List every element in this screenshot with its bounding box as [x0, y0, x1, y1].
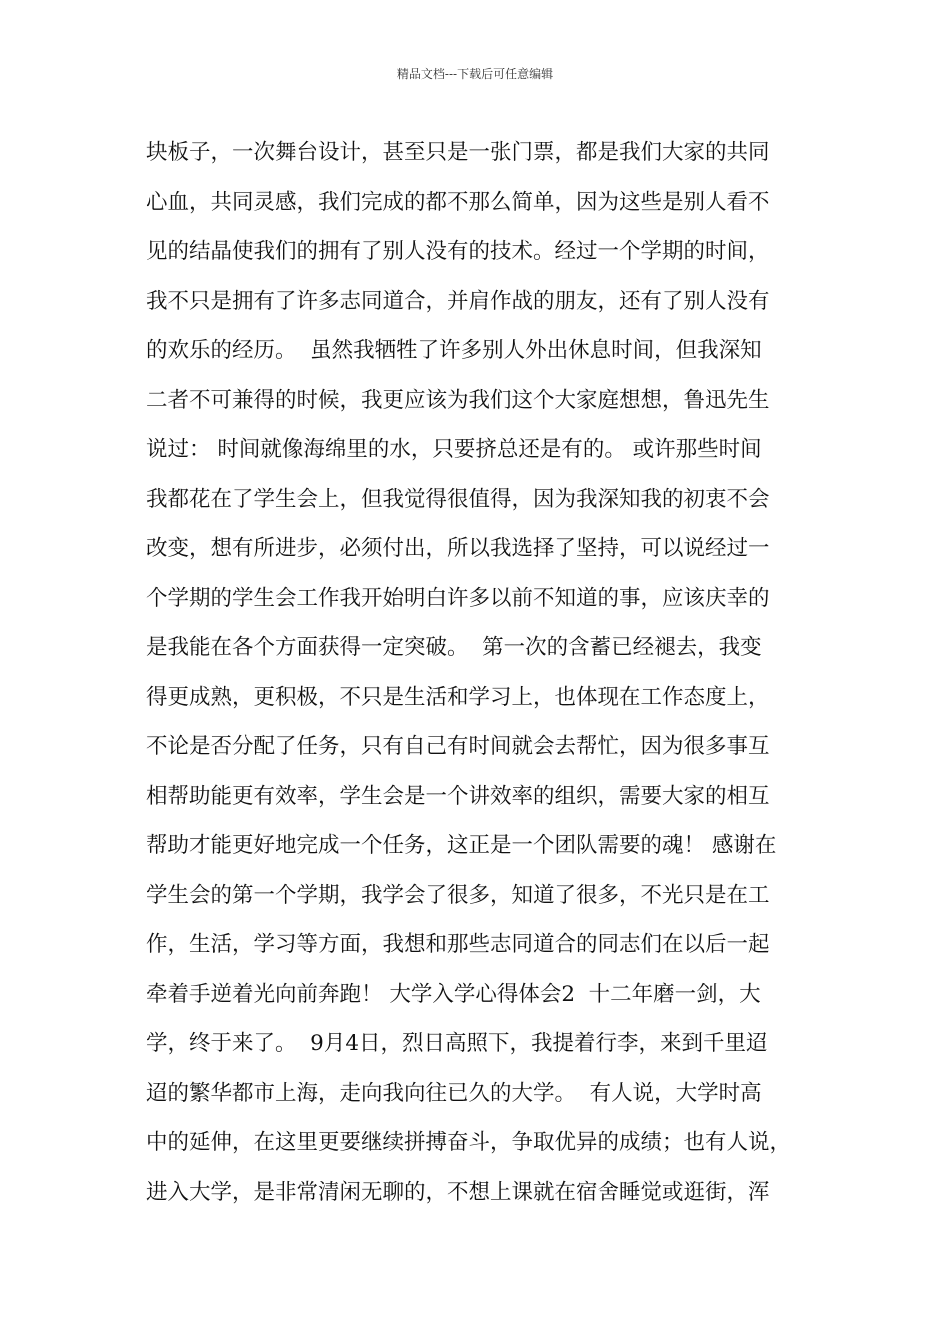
text-line: 是我能在各个方面获得一定突破。 第一次的含蓄已经褪去，我变 [146, 635, 762, 660]
document-body [146, 132, 846, 1221]
text-line: 进入大学，是非常清闲无聊的，不想上课就在宿舍睡觉或逛街，浑 [146, 1179, 770, 1205]
text-line: 见的结晶使我们的拥有了别人没有的技术。经过一个学期的时间， [146, 239, 770, 264]
text-line: 中的延伸，在这里更要继续拼搏奋斗，争取优异的成绩；也有人说， [146, 1130, 792, 1155]
text-line: 说过： 时间就像海绵里的水，只要挤总还是有的。 或许那些时间 [146, 437, 762, 462]
text-line: 的欢乐的经历。 虽然我牺牲了许多别人外出休息时间，但我深知 [146, 338, 762, 363]
text-line: 迢的繁华都市上海，走向我向往已久的大学。 有人说，大学时高 [146, 1080, 762, 1106]
text-line: 帮助才能更好地完成一个任务，这正是一个团队需要的魂！ 感谢在 [146, 833, 777, 858]
text-line: 学，终于来了。 9月4日，烈日高照下，我提着行李，来到千里迢 [146, 1031, 768, 1056]
text-line: 作，生活，学习等方面，我想和那些志同道合的同志们在以后一起 [146, 932, 770, 957]
text-line: 学生会的第一个学期，我学会了很多，知道了很多，不光只是在工 [146, 882, 770, 908]
text-line: 牵着手逆着光向前奔跑！ 大学入学心得体会2 十二年磨一剑，大 [146, 981, 761, 1007]
text-line: 我不只是拥有了许多志同道合，并肩作战的朋友，还有了别人没有 [146, 288, 770, 314]
page-header: 精品文档---下载后可任意编辑 [396, 67, 554, 81]
text-line: 心血，共同灵感，我们完成的都不那么简单，因为这些是别人看不 [146, 189, 770, 215]
text-line: 改变，想有所进步，必须付出，所以我选择了坚持，可以说经过一 [146, 536, 770, 561]
text-line: 我都花在了学生会上，但我觉得很值得，因为我深知我的初衷不会 [146, 486, 770, 512]
text-line: 相帮助能更有效率，学生会是一个讲效率的组织，需要大家的相互 [146, 783, 770, 809]
text-line: 块板子，一次舞台设计，甚至只是一张门票，都是我们大家的共同 [146, 140, 770, 165]
text-line: 不论是否分配了任务，只有自己有时间就会去帮忙，因为很多事互 [146, 734, 770, 759]
text-line: 二者不可兼得的时候，我更应该为我们这个大家庭想想，鲁迅先生 [146, 387, 770, 413]
text-line: 得更成熟，更积极，不只是生活和学习上，也体现在工作态度上， [146, 684, 770, 710]
text-line: 个学期的学生会工作我开始明白许多以前不知道的事，应该庆幸的 [146, 585, 770, 611]
